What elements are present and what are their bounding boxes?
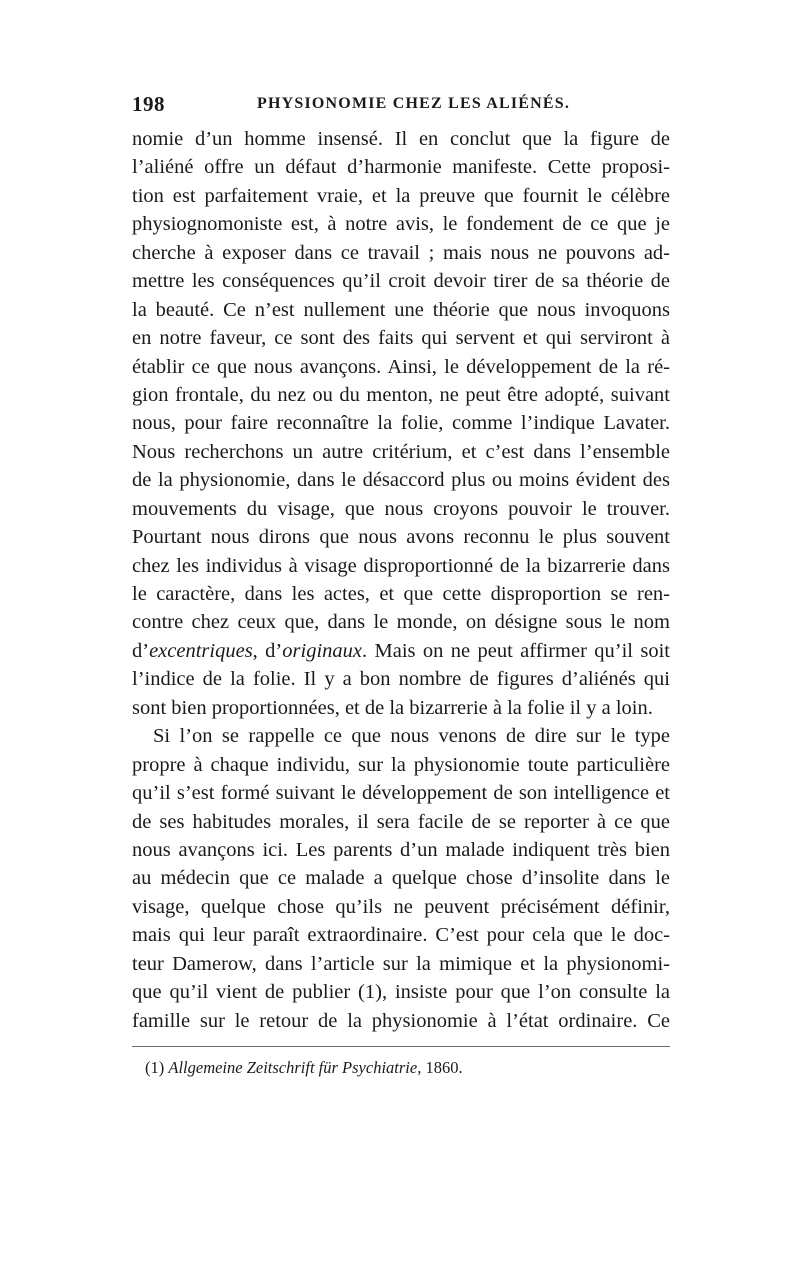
text-line: nomie d’un homme insensé. Il en conclut que la figure de: [132, 128, 670, 150]
text-line: l’indice de la folie. Il y a bon nombre de figures d’aliénés qui: [132, 668, 670, 691]
text-line: le caractère, dans les actes, et que cette disproportion se ren-: [132, 583, 670, 605]
page-number: 198: [132, 92, 165, 116]
footnote-year: , 1860.: [417, 1058, 463, 1077]
text-line: nous, pour faire reconnaître la folie, comme l’indique Lavater.: [132, 412, 670, 435]
text-line: Pourtant nous dirons que nous avons reconnu le plus souvent: [132, 526, 670, 549]
text-line: famille sur le retour de la physionomie à l’état ordinaire. Ce: [132, 1009, 670, 1032]
text-line: gion frontale, du nez ou du menton, ne peut être adopté, suivant: [132, 383, 670, 406]
text-line: propre à chaque individu, sur la physionomie toute particulière: [132, 753, 670, 776]
text-line: en notre faveur, ce sont des faits qui servent et qui serviront à: [132, 327, 670, 350]
text-line: chez les individus à visage disproportionné de la bizarrerie dans: [132, 554, 670, 577]
text-line: teur Damerow, dans l’article sur la mimique et la physionomi-: [132, 952, 670, 975]
text-line: cherche à exposer dans ce travail ; mais nous ne pouvons ad-: [132, 241, 670, 264]
body-text: [132, 125, 670, 1035]
text-line: mettre les conséquences qu’il croit devoir tirer de sa théorie de: [132, 270, 670, 293]
paragraph-first-line: Si l’on se rappelle ce que nous venons de dire sur le type: [153, 725, 670, 748]
italic-term: excentriques: [149, 639, 253, 662]
footnote-marker: (1): [145, 1058, 165, 1077]
footnote-divider: [132, 1046, 670, 1047]
text-line: la beauté. Ce n’est nullement une théorie que nous invoquons: [132, 298, 670, 321]
text-line: mais qui leur paraît extraordinaire. C’est pour cela que le doc-: [132, 924, 670, 947]
text-line: de ses habitudes morales, il sera facile de se reporter à ce que: [132, 810, 670, 833]
text-line: tion est parfaitement vraie, et la preuve que fournit le célèbre: [132, 184, 670, 207]
text-line: contre chez ceux que, dans le monde, on désigne sous le nom: [132, 611, 670, 634]
text-line: de la physionomie, dans le désaccord plus ou moins évident des: [132, 469, 670, 492]
page-header: [132, 92, 670, 118]
text-fragment: . Mais on ne peut affirmer qu’il soit: [361, 639, 671, 662]
text-line-italic: [132, 637, 670, 665]
text-fragment: d’: [132, 639, 150, 662]
text-fragment: , d’: [252, 639, 283, 662]
running-head: PHYSIONOMIE CHEZ LES ALIÉNÉS.: [257, 95, 571, 112]
footnote-title: Allgemeine Zeitschrift für Psychiatrie: [168, 1058, 418, 1077]
text-line: mouvements du visage, que nous croyons pouvoir le trouver.: [132, 497, 670, 520]
text-line: visage, quelque chose qu’ils ne peuvent précisément définir,: [132, 895, 670, 918]
text-line: Nous recherchons un autre critérium, et c’est dans l’ensemble: [132, 440, 670, 463]
text-line: nous avançons ici. Les parents d’un malade indiquent très bien: [132, 838, 670, 861]
footnote: [145, 1058, 463, 1078]
italic-term: originaux: [282, 639, 362, 662]
text-line: l’aliéné offre un défaut d’harmonie manifeste. Cette proposi-: [132, 156, 670, 179]
text-line: que qu’il vient de publier (1), insiste pour que l’on consulte la: [132, 981, 670, 1004]
text-line: qu’il s’est formé suivant le développement de son intelligence et: [132, 782, 670, 805]
text-line: sont bien proportionnées, et de la bizarrerie à la folie il y a loin.: [132, 696, 653, 719]
text-line: établir ce que nous avançons. Ainsi, le développement de la ré-: [132, 355, 670, 378]
text-line: au médecin que ce malade a quelque chose d’insolite dans le: [132, 867, 670, 890]
text-line: physiognomoniste est, à notre avis, le fondement de ce que je: [132, 213, 670, 236]
